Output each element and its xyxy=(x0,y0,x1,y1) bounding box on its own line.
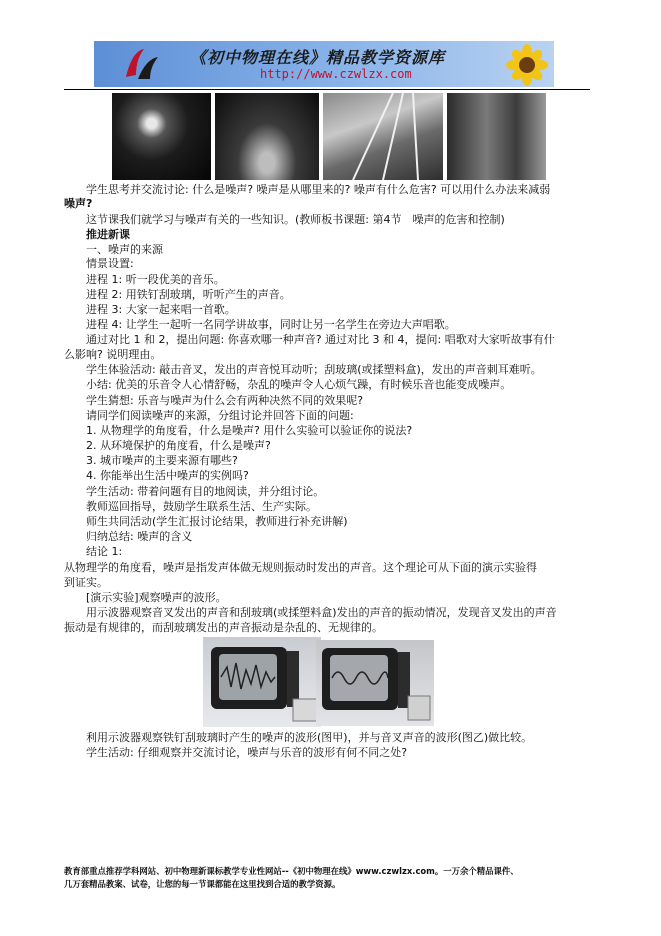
para-line: 到证实。 xyxy=(64,576,108,589)
para-line: 教师巡回指导，鼓励学生联系生活、生产实际。 xyxy=(86,500,317,513)
para-line: 进程 3: 大家一起来唱一首歌。 xyxy=(86,303,236,316)
para-line: 师生共同活动(学生汇报讨论结果，教师进行补充讲解) xyxy=(86,515,348,528)
para-line: 利用示波器观察铁钉刮玻璃时产生的噪声的波形(图甲)，并与音叉声音的波形(图乙)做比较。 xyxy=(86,731,533,744)
sunflower-icon xyxy=(502,43,552,87)
question-item: 3. 城市噪声的主要来源有哪些? xyxy=(86,454,238,467)
para-line: 么影响? 说明理由。 xyxy=(64,348,162,361)
banner-title: 《初中物理在线》精品教学资源库 xyxy=(190,48,446,67)
highway-lines xyxy=(323,93,443,180)
para-line: 学生活动: 仔细观察并交流讨论，噪声与乐音的波形有何不同之处? xyxy=(86,746,408,759)
question-item: 2. 从环境保护的角度看，什么是噪声? xyxy=(86,439,271,452)
footer-line: 几万套精品教案、试卷，让您的每一节课都能在这里找到合适的教学资源。 xyxy=(64,879,341,889)
tv-set-tone xyxy=(316,640,434,726)
noise-photo-stage xyxy=(215,93,319,180)
para-line: 学生体验活动: 敲击音叉，发出的声音悦耳动听；刮玻璃(或揉塑料盒)，发出的声音刺耳难听。 xyxy=(86,363,542,376)
tv-set-noise xyxy=(203,637,321,727)
para-line: 进程 2: 用铁钉刮玻璃，听听产生的声音。 xyxy=(86,288,291,301)
subsection-title: 一、噪声的来源 xyxy=(86,243,163,256)
footer-line: 教育部重点推荐学科网站、初中物理新课标教学专业性网站--《初中物理在线》www.czwlzx.com。一万余个精品课件、 xyxy=(64,866,519,876)
para-line: 小结: 优美的乐音令人心情舒畅，杂乱的噪声令人心烦气躁，有时候乐音也能变成噪声。 xyxy=(86,378,512,391)
para-line: 进程 4: 让学生一起听一名同学讲故事，同时让另一名学生在旁边大声唱歌。 xyxy=(86,318,456,331)
para-line: 学生猜想: 乐音与噪声为什么会有两种决然不同的效果呢? xyxy=(86,394,364,407)
question-item: 1. 从物理学的角度看，什么是噪声? 用什么实验可以验证你的说法? xyxy=(86,424,413,437)
oscilloscope-photo-tone xyxy=(316,640,434,726)
para-line: 从物理学的角度看，噪声是指发声体做无规则振动时发出的声音。这个理论可从下面的演示实验得 xyxy=(64,561,537,574)
section-title: 推进新课 xyxy=(86,228,130,241)
noise-photo-fireworks xyxy=(112,93,211,180)
banner-url[interactable]: http://www.czwlzx.com xyxy=(260,67,412,81)
para-line: 进程 1: 听一段优美的音乐。 xyxy=(86,273,225,286)
para-line: 归纳总结: 噪声的含义 xyxy=(86,530,193,543)
para-line: 请同学们阅读噪声的来源，分组讨论并回答下面的问题: xyxy=(86,409,354,422)
para-line: 结论 1: xyxy=(86,545,123,558)
para-line: [演示实验]观察噪声的波形。 xyxy=(86,591,227,604)
header-rule xyxy=(64,89,590,90)
para-line: 用示波器观察音叉发出的声音和刮玻璃(或揉塑料盒)发出的声音的振动情况，发现音叉发出的声音 xyxy=(86,606,557,619)
site-logo-icon xyxy=(122,45,160,83)
para-line: 情景设置: xyxy=(86,257,134,270)
site-banner xyxy=(94,41,554,87)
noise-photo-highway xyxy=(323,93,443,180)
para-line: 学生思考并交流讨论: 什么是噪声? 噪声是从哪里来的? 噪声有什么危害? 可以用什么办法来减弱 xyxy=(86,183,551,196)
para-line: 噪声? xyxy=(64,197,93,210)
para-line: 通过对比 1 和 2，提出问题: 你喜欢哪一种声音? 通过对比 3 和 4，提问: 唱歌对大家听故事有什 xyxy=(86,333,555,346)
oscilloscope-photo-noise xyxy=(203,637,321,727)
para-line: 这节课我们就学习与噪声有关的一些知识。(教师板书课题: 第4节 噪声的危害和控制) xyxy=(86,213,505,226)
para-line: 振动是有规律的，而刮玻璃发出的声音振动是杂乱的、无规律的。 xyxy=(64,621,383,634)
noise-photo-sawing xyxy=(447,93,546,180)
para-line: 学生活动: 带着问题有目的地阅读，并分组讨论。 xyxy=(86,485,325,498)
question-item: 4. 你能举出生活中噪声的实例吗? xyxy=(86,469,249,482)
